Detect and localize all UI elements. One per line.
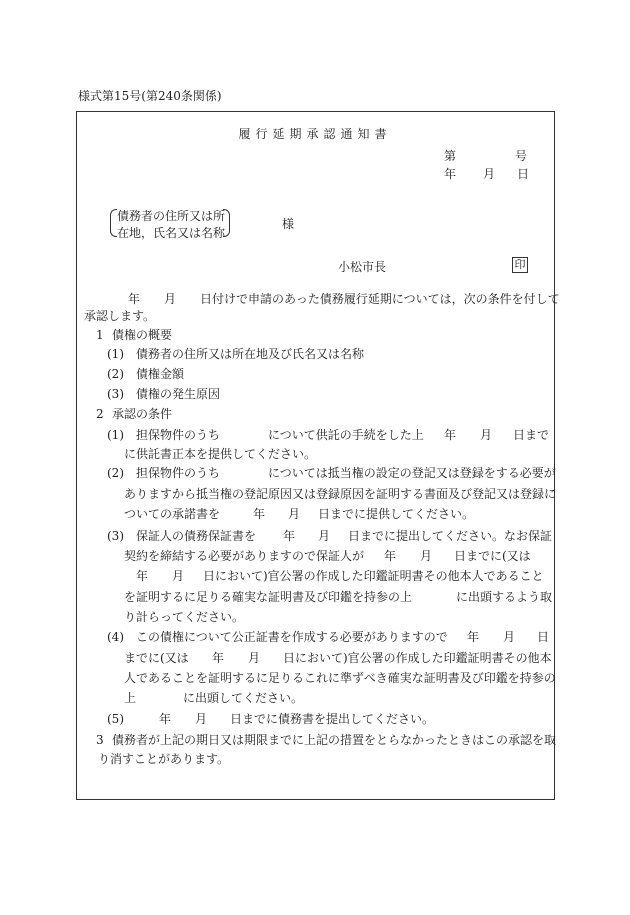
intro-line-2: 承認します。 (84, 309, 156, 323)
number-go-label: 号 (515, 149, 528, 163)
date-day-label: 日 (517, 167, 530, 181)
condition-3-line-4b: に出頭するよう取 (456, 590, 553, 604)
section-1-item-2-text: 債権金額 (136, 367, 185, 381)
condition-2-line-3a: ついての承諾書を (124, 507, 221, 521)
condition-1-line-2: に供託書正本を提供してください。 (124, 447, 317, 461)
condition-3-text-a: 保証人の債務保証書を (136, 529, 257, 543)
condition-5-year: 年 (159, 712, 172, 726)
section-2-heading: 承認の条件 (112, 407, 173, 421)
condition-5-month: 月 (195, 712, 208, 726)
condition-3-year: 年 (283, 529, 296, 543)
condition-3-line-5: り計らってください。 (124, 610, 245, 624)
form-label: 様式第15号(第240条関係) (78, 89, 222, 103)
condition-1-text-b: について供託の手続をした上 (268, 428, 424, 442)
condition-1-year: 年 (444, 428, 457, 442)
condition-3-line-3b: 日において)官公署の作成した印鑑証明書その他本人であること (203, 569, 544, 583)
section-1-item-1-text: 債務者の住所又は所在地及び氏名又は名称 (136, 347, 365, 361)
date-month-label: 月 (483, 167, 496, 181)
condition-2-month: 月 (288, 507, 301, 521)
intro-month: 月 (164, 292, 177, 306)
addressee-line-1: 債務者の住所又は所 (117, 209, 226, 223)
condition-4-year: 年 (467, 630, 480, 644)
condition-3-line-4a: を証明するに足りる確実な証明書及び印鑑を持参の上 (124, 590, 413, 604)
section-3-number: 3 (96, 733, 104, 747)
condition-2-text-b: については抵当権の設定の登記又は登録をする必要が (268, 466, 556, 480)
section-3-line-2: り消すことがあります。 (98, 752, 230, 766)
condition-2-number: (2) (107, 466, 124, 480)
date-year-label: 年 (444, 167, 457, 181)
condition-4-line-2b: 日において)官公署の作成した印鑑証明書その他本 (283, 651, 552, 665)
number-dai-label: 第 (444, 149, 457, 163)
condition-3-text-b: 日までに提出してください。なお保証 (348, 529, 553, 543)
condition-4-line-3: 人であることを証明するに足りるこれに準ずべき確実な証明書及び印鑑を持参の (124, 671, 556, 685)
section-1-item-3-number: (3) (107, 387, 124, 401)
section-1-item-2-number: (2) (107, 367, 124, 381)
condition-4-month: 月 (503, 630, 516, 644)
condition-3-month: 月 (318, 529, 331, 543)
addressee-line-2: 在地，氏名又は名称 (117, 226, 226, 240)
condition-3-year-3: 年 (136, 569, 149, 583)
section-1-item-1-number: (1) (107, 347, 124, 361)
condition-3-number: (3) (107, 529, 124, 543)
condition-4-text-a: この債権について公正証書を作成する必要がありますので (136, 630, 448, 644)
condition-4-line-4b: に出頭してください。 (183, 691, 304, 705)
seal-mark: 印 (512, 257, 528, 273)
section-3-line-1: 債務者が上記の期日又は期限までに上記の措置をとらなかったときはこの承認を取 (112, 733, 557, 747)
intro-line-1: 日付けで申請のあった債務履行延期については，次の条件を付して (200, 292, 560, 306)
condition-3-month-2: 月 (420, 549, 433, 563)
condition-4-day: 日 (537, 630, 550, 644)
addressee-sama: 様 (282, 217, 295, 231)
condition-3-line-2a: 契約を締結する必要がありますので保証人が (124, 549, 365, 563)
condition-5-text-b: 日までに債務書を提出してください。 (230, 712, 435, 726)
condition-4-number: (4) (107, 630, 124, 644)
issuer-name: 小松市長 (338, 260, 387, 274)
condition-3-line-2b: 日までに(又は (454, 549, 531, 563)
condition-5-number: (5) (107, 712, 124, 726)
condition-1-text-a: 担保物件のうち (136, 428, 221, 442)
condition-2-line-3b: 日までに提供してください。 (318, 507, 475, 521)
condition-1-month: 月 (480, 428, 493, 442)
addressee-bracket-right (223, 209, 230, 237)
condition-2-text-a: 担保物件のうち (136, 466, 221, 480)
condition-4-year-2: 年 (212, 651, 225, 665)
section-1-number: 1 (96, 328, 104, 342)
section-2-number: 2 (96, 407, 104, 421)
condition-4-line-4a: 上 (124, 691, 137, 705)
condition-4-month-2: 月 (248, 651, 261, 665)
condition-1-number: (1) (107, 428, 124, 442)
intro-year: 年 (128, 292, 141, 306)
condition-4-line-2a: までに(又は (124, 651, 189, 665)
condition-3-year-2: 年 (384, 549, 397, 563)
section-1-heading: 債権の概要 (112, 328, 173, 342)
condition-2-line-2: ありますから抵当権の登記原因又は登録原因を証明する書面及び登記又は登録に (124, 487, 557, 501)
condition-2-year: 年 (253, 507, 266, 521)
section-1-item-3-text: 債権の発生原因 (136, 387, 221, 401)
document-title: 履行延期承認通知書 (238, 127, 392, 141)
condition-3-month-3: 月 (172, 569, 185, 583)
condition-1-text-c: 日まで (513, 428, 550, 442)
addressee-bracket-left (110, 209, 117, 237)
